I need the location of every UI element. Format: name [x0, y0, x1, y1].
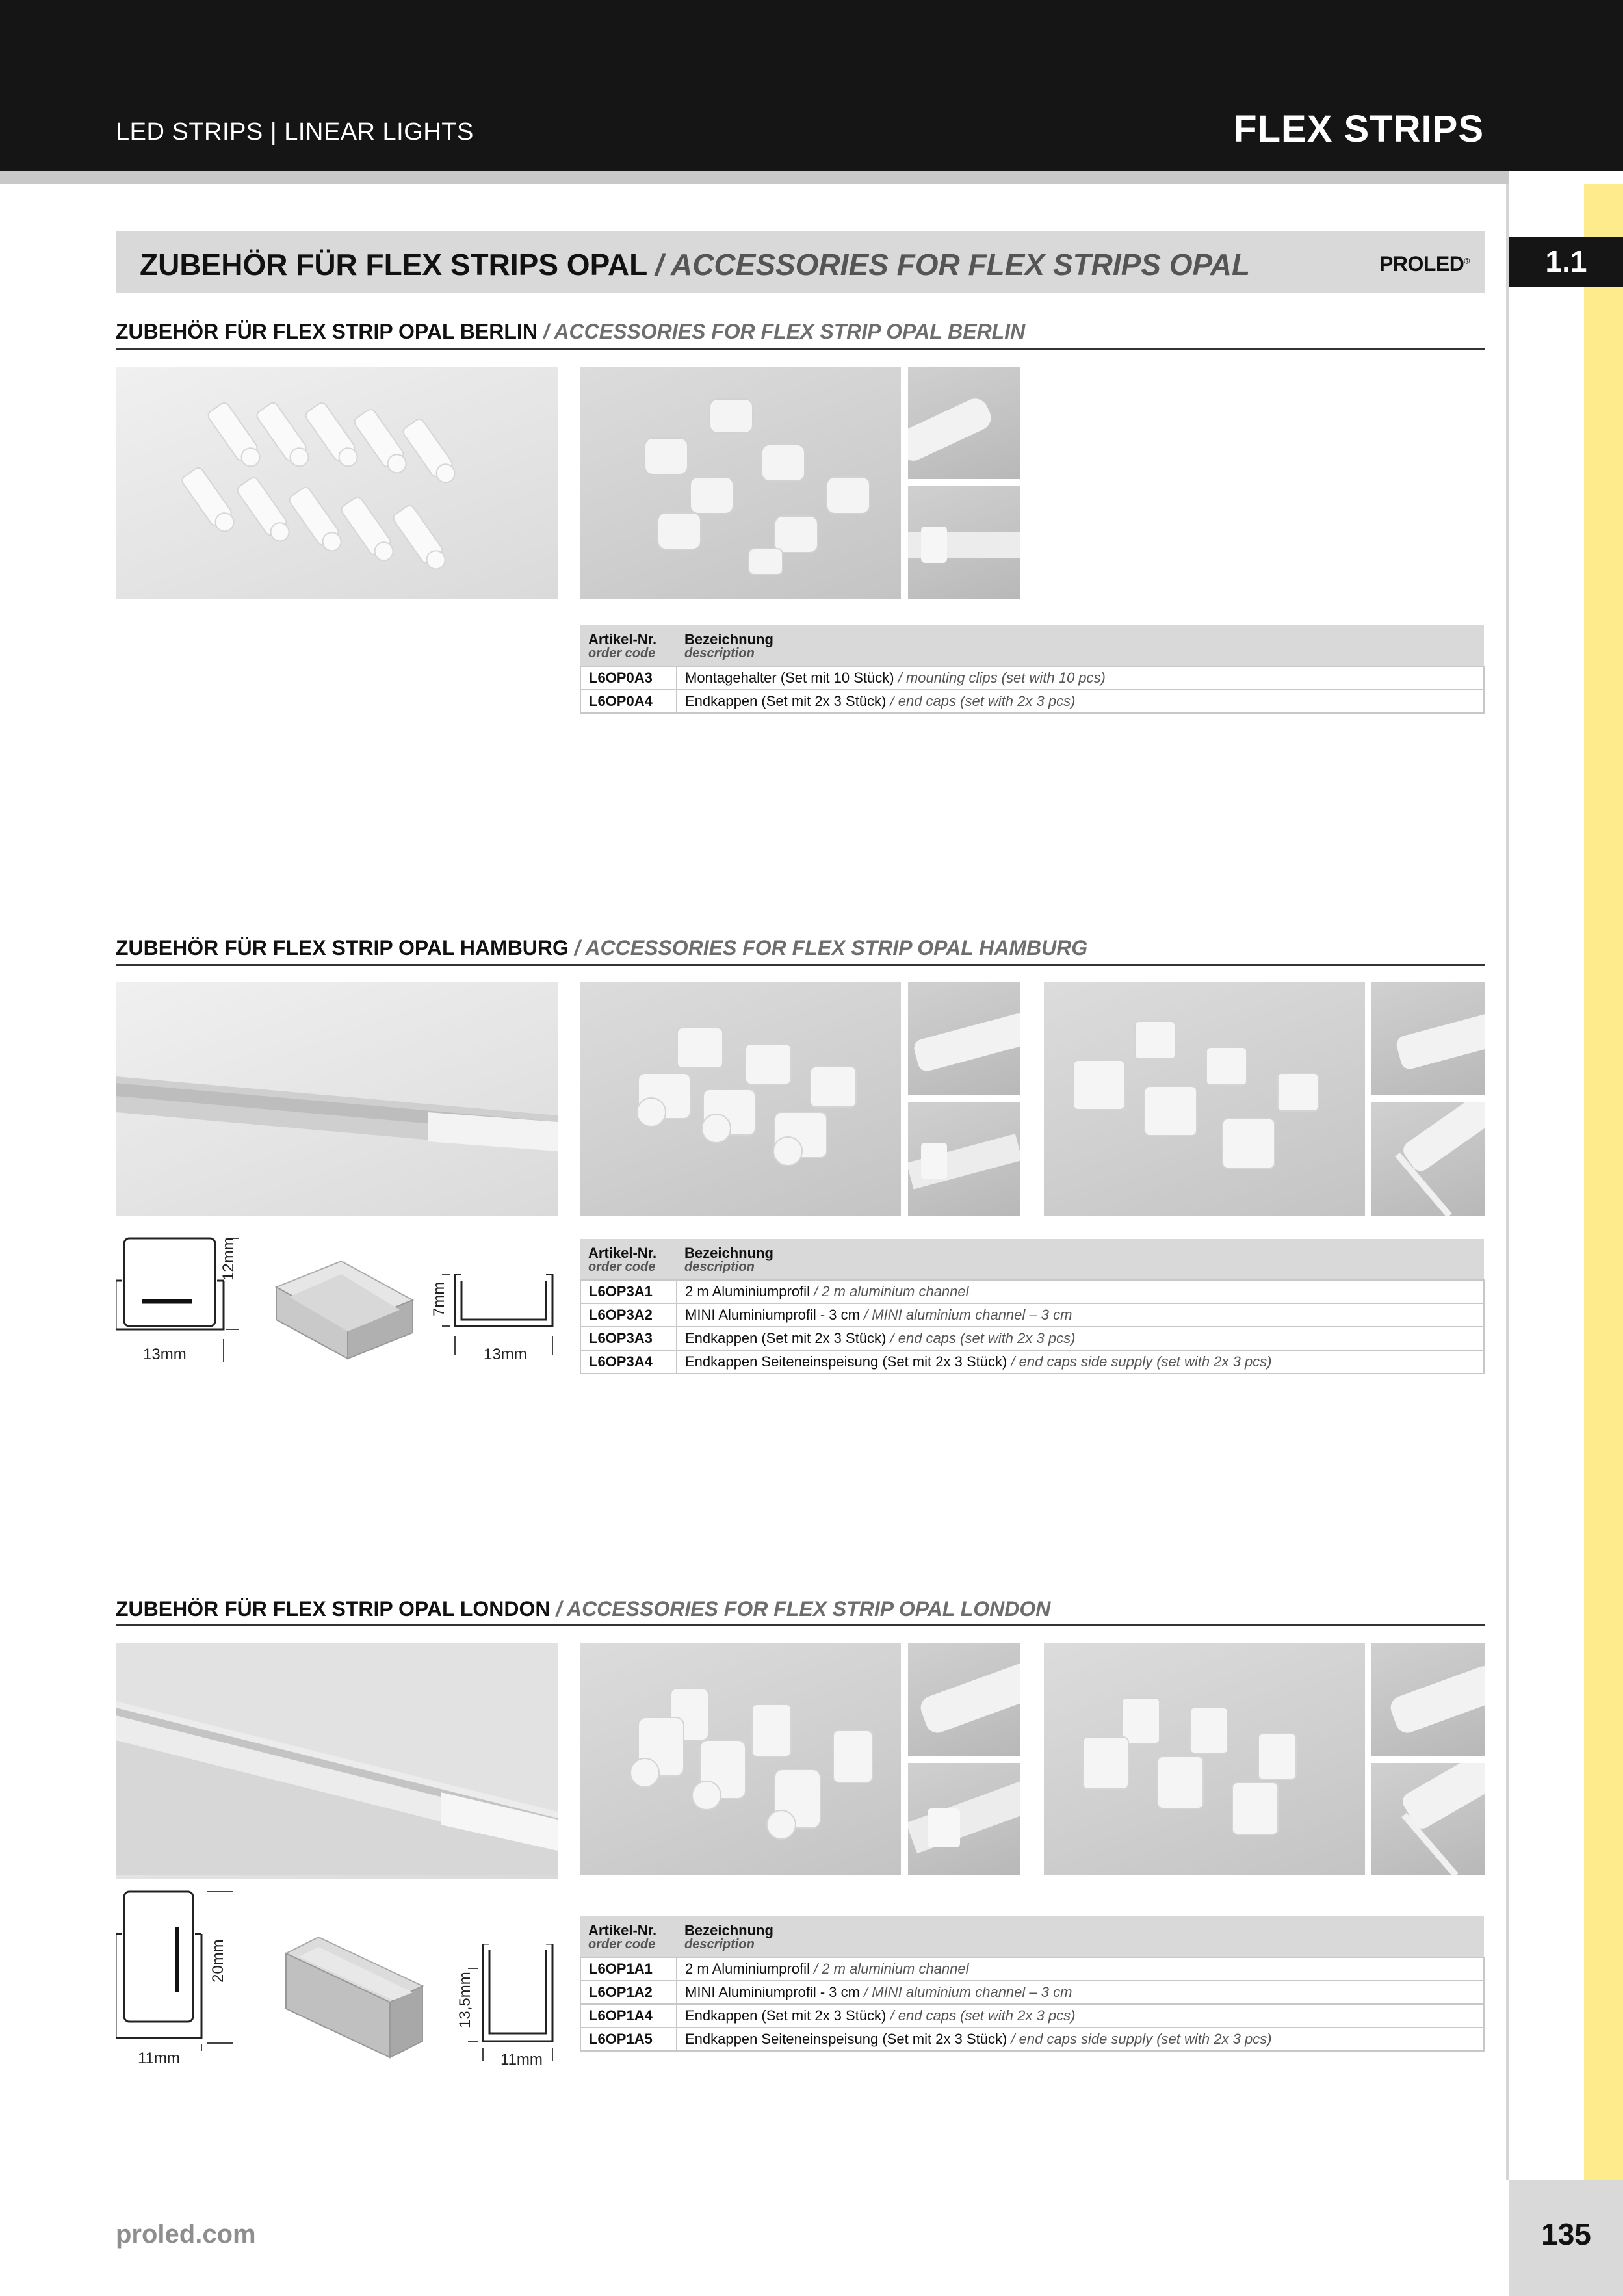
description — [677, 1327, 1484, 1350]
dimension-mini-height: 7mm — [430, 1281, 448, 1316]
column-header-code — [580, 1916, 677, 1957]
description-en: / end caps side supply (set with 2x 3 pcs) — [1011, 2031, 1272, 2048]
column-header-code — [580, 625, 677, 666]
channel-3d-drawing — [263, 1261, 419, 1365]
description-en: / 2 m aluminium channel — [814, 1283, 969, 1300]
side-supply-end-caps-photo — [1044, 1643, 1365, 1875]
header-desc-label: Bezeichnung — [684, 631, 773, 647]
section-title-de: ZUBEHÖR FÜR FLEX STRIP OPAL LONDON — [116, 1597, 551, 1621]
description-de: Endkappen (Set mit 2x 3 Stück) — [685, 693, 887, 710]
dimension-mini-width: 11mm — [500, 2051, 543, 2068]
website-link[interactable]: proled.com — [116, 2220, 256, 2249]
column-header-code — [580, 1239, 677, 1280]
header-code-label: Artikel-Nr. — [588, 631, 657, 647]
description-en: / 2 m aluminium channel — [814, 1961, 969, 1977]
description-de: MINI Aluminiumprofil - 3 cm — [685, 1307, 860, 1324]
category-breadcrumb: LED STRIPS | LINEAR LIGHTS — [116, 118, 474, 146]
column-header-description — [677, 625, 1484, 666]
header-code-sub: order code — [588, 1937, 656, 1952]
table-header-row — [580, 625, 1484, 666]
section-rule — [116, 348, 1485, 350]
section-title-hamburg — [116, 936, 1087, 960]
aluminium-channel-photo — [116, 982, 558, 1216]
order-code: L6OP3A4 — [580, 1350, 677, 1374]
dimension-height: 12mm — [220, 1237, 237, 1281]
table-header-row — [580, 1239, 1484, 1280]
description — [677, 1280, 1484, 1303]
end-cap-detail-photo — [908, 367, 1020, 479]
order-code: L6OP0A3 — [580, 666, 677, 690]
order-code: L6OP3A1 — [580, 1280, 677, 1303]
end-caps-photo — [580, 367, 901, 599]
header-desc-sub: description — [684, 1937, 755, 1952]
description-de: Endkappen (Set mit 2x 3 Stück) — [685, 1330, 887, 1347]
table-row — [580, 690, 1484, 713]
proled-logo: PROLED® — [1379, 252, 1470, 276]
column-header-description — [677, 1239, 1484, 1280]
description — [677, 1350, 1484, 1374]
table-row — [580, 1350, 1484, 1374]
dimension-width: 13mm — [143, 1346, 187, 1363]
section-title-en: / ACCESSORIES FOR FLEX STRIP OPAL HAMBURG — [574, 936, 1088, 959]
description-de: Endkappen Seiteneinspeisung (Set mit 2x 3 Stück) — [685, 2031, 1007, 2048]
table-row — [580, 1303, 1484, 1327]
product-table-berlin — [580, 625, 1485, 714]
section-title-en: / ACCESSORIES FOR FLEX STRIP OPAL LONDON — [556, 1597, 1051, 1621]
table-row — [580, 2028, 1484, 2051]
description-de: 2 m Aluminiumprofil — [685, 1283, 810, 1300]
order-code: L6OP1A4 — [580, 2004, 677, 2028]
header-code-sub: order code — [588, 1260, 656, 1275]
description-en: / end caps (set with 2x 3 pcs) — [890, 2007, 1076, 2024]
description — [677, 1957, 1484, 1981]
description-de: Endkappen (Set mit 2x 3 Stück) — [685, 2007, 887, 2024]
section-title-en: / ACCESSORIES FOR FLEX STRIP OPAL BERLIN — [543, 320, 1026, 343]
end-cap-cable-photo — [908, 486, 1020, 599]
header-code-sub: order code — [588, 646, 656, 661]
dimension-width: 11mm — [138, 2050, 180, 2067]
logo-text: PROLED — [1379, 252, 1464, 276]
header-code-label: Artikel-Nr. — [588, 1245, 657, 1261]
product-table-hamburg — [580, 1239, 1485, 1374]
table-row — [580, 1957, 1484, 1981]
mounting-clips-photo — [116, 367, 558, 599]
description-en: / end caps (set with 2x 3 pcs) — [890, 1330, 1076, 1347]
dimension-height: 20mm — [209, 1939, 227, 1983]
description-de: 2 m Aluminiumprofil — [685, 1961, 810, 1977]
end-cap-detail-photo — [908, 1643, 1020, 1756]
order-code: L6OP3A3 — [580, 1327, 677, 1350]
description-de: MINI Aluminiumprofil - 3 cm — [685, 1984, 860, 2001]
section-rule — [116, 964, 1485, 966]
mini-channel-drawing — [465, 1944, 562, 2061]
description-de: Endkappen Seiteneinspeisung (Set mit 2x 3 Stück) — [685, 1353, 1007, 1370]
side-supply-detail-photo — [1371, 1643, 1485, 1756]
category-title: FLEX STRIPS — [1234, 108, 1484, 150]
channel-3d-drawing — [279, 1927, 429, 2064]
section-rule — [116, 1624, 1485, 1626]
table-row — [580, 1327, 1484, 1350]
order-code: L6OP1A1 — [580, 1957, 677, 1981]
product-table-london — [580, 1916, 1485, 2052]
header-desc-sub: description — [684, 646, 755, 661]
order-code: L6OP1A2 — [580, 1981, 677, 2004]
side-supply-detail-photo — [1371, 982, 1485, 1095]
margin-divider — [1506, 184, 1509, 2180]
description — [677, 1303, 1484, 1327]
description-en: / MINI aluminium channel – 3 cm — [864, 1307, 1072, 1324]
chapter-color-strip — [1584, 184, 1623, 2180]
description — [677, 666, 1484, 690]
description — [677, 2028, 1484, 2051]
end-caps-photo — [580, 982, 901, 1216]
side-supply-end-caps-photo — [1044, 982, 1365, 1216]
chapter-number: 1.1 — [1509, 237, 1623, 287]
header-desc-label: Bezeichnung — [684, 1922, 773, 1938]
description-en: / MINI aluminium channel – 3 cm — [864, 1984, 1072, 2001]
header-code-label: Artikel-Nr. — [588, 1922, 657, 1938]
end-caps-photo — [580, 1643, 901, 1875]
description-en: / mounting clips (set with 10 pcs) — [898, 670, 1106, 686]
table-row — [580, 2004, 1484, 2028]
order-code: L6OP1A5 — [580, 2028, 677, 2051]
page-title-en: / ACCESSORIES FOR FLEX STRIPS OPAL — [655, 248, 1251, 281]
end-cap-cable-photo — [908, 1763, 1020, 1875]
table-header-row — [580, 1916, 1484, 1957]
description — [677, 2004, 1484, 2028]
description — [677, 1981, 1484, 2004]
header-underline — [0, 171, 1509, 184]
section-title-london — [116, 1597, 1050, 1621]
order-code: L6OP0A4 — [580, 690, 677, 713]
table-row — [580, 1981, 1484, 2004]
page-number: 135 — [1541, 2217, 1591, 2251]
end-cap-cable-photo — [908, 1102, 1020, 1216]
header-desc-label: Bezeichnung — [684, 1245, 773, 1261]
description-de: Montagehalter (Set mit 10 Stück) — [685, 670, 894, 686]
column-header-description — [677, 1916, 1484, 1957]
dimension-mini-height: 13,5mm — [456, 1972, 474, 2028]
section-title-berlin — [116, 320, 1025, 344]
table-row — [580, 1280, 1484, 1303]
section-title-de: ZUBEHÖR FÜR FLEX STRIP OPAL HAMBURG — [116, 936, 569, 959]
section-title-de: ZUBEHÖR FÜR FLEX STRIP OPAL BERLIN — [116, 320, 538, 343]
table-row — [580, 666, 1484, 690]
description-en: / end caps (set with 2x 3 pcs) — [890, 693, 1076, 710]
side-supply-cable-photo — [1371, 1763, 1485, 1875]
side-supply-cable-photo — [1371, 1102, 1485, 1216]
end-cap-detail-photo — [908, 982, 1020, 1095]
order-code: L6OP3A2 — [580, 1303, 677, 1327]
description — [677, 690, 1484, 713]
header-desc-sub: description — [684, 1260, 755, 1275]
description-en: / end caps side supply (set with 2x 3 pcs) — [1011, 1353, 1272, 1370]
page-title — [140, 247, 1250, 282]
page-title-de: ZUBEHÖR FÜR FLEX STRIPS OPAL — [140, 248, 647, 281]
dimension-mini-width: 13mm — [484, 1346, 527, 1363]
aluminium-channel-photo — [116, 1643, 558, 1879]
